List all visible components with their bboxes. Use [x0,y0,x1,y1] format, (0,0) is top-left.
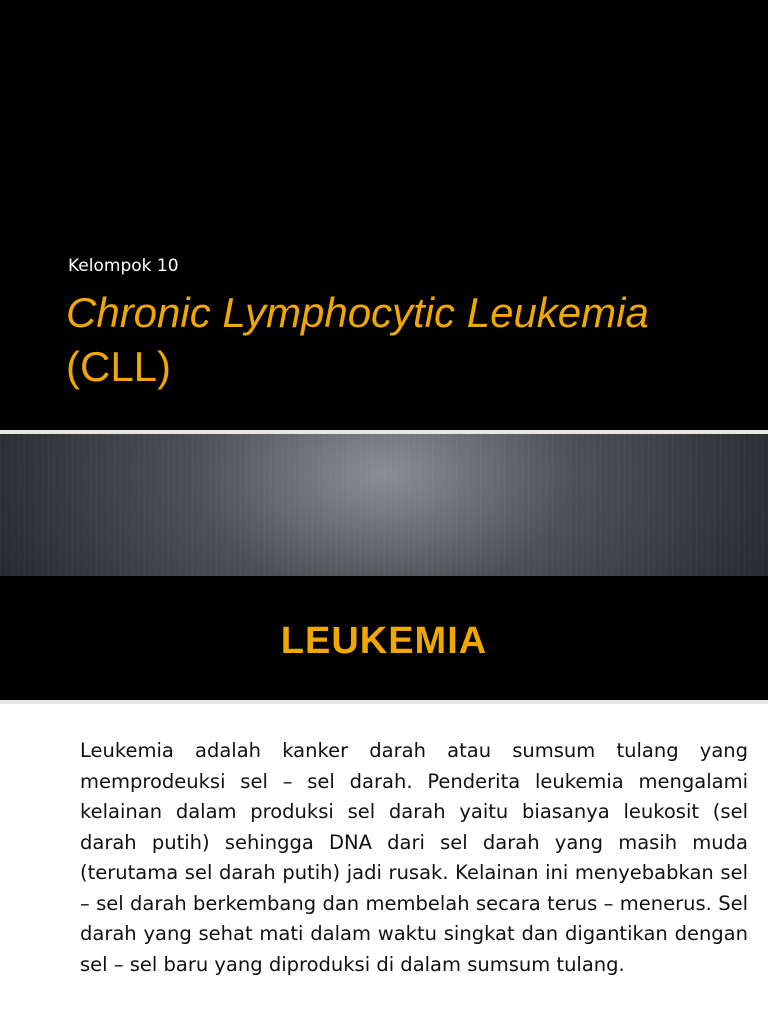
slide-title [66,286,756,394]
content-heading: LEUKEMIA [280,620,488,662]
slide-subtitle: Kelompok 10 [68,256,179,276]
content-body-text: Leukemia adalah kanker darah atau sumsum tulang yang memprodeuksi sel – sel darah. Penderita leukemia mengalami kelainan dalam produksi sel darah yaitu biasanya leukosit (sel darah putih) sehingga DNA dari sel darah yang masih muda (terutama sel darah putih) jadi rusak. Kelainan ini menyebabkan sel – sel darah berkembang dan membelah secara terus – menerus. Sel darah yang sehat mati dalam waktu singkat dan digantikan dengan sel – sel baru yang diproduksi di dalam sumsum tulang. [80,739,748,976]
gradient-band [0,434,768,576]
content-slide [0,576,768,1024]
slide-title-main: Chronic Lymphocytic Leukemia [66,289,649,336]
slide-title-abbr: (CLL) [66,343,172,390]
